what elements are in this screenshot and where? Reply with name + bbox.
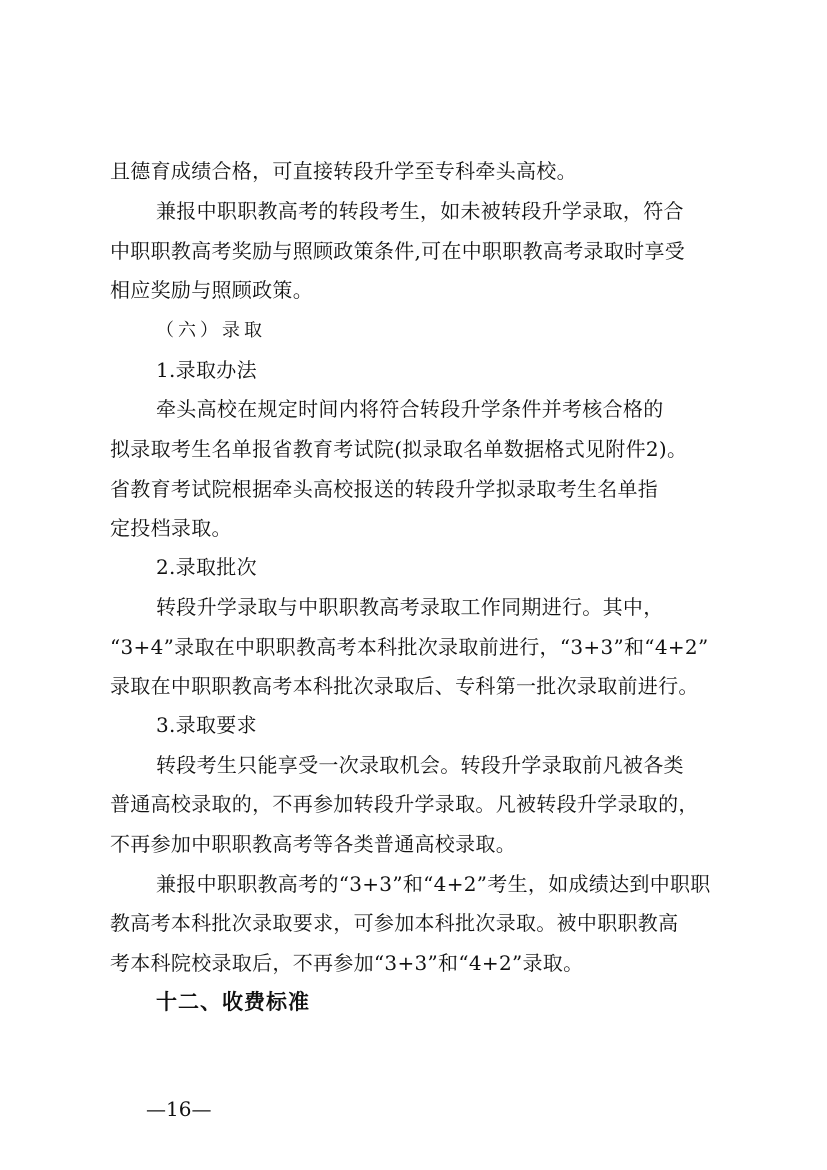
- paragraph-line: 兼报中职职教高考的“3+3”和“4+2”考生，如成绩达到中职职: [156, 872, 711, 896]
- subsection-heading: 3.录取要求: [156, 713, 257, 737]
- paragraph-line: 考本科院校录取后，不再参加“3+3”和“4+2”录取。: [110, 951, 584, 975]
- paragraph-line: 教高考本科批次录取要求，可参加本科批次录取。被中职职教高: [110, 911, 679, 935]
- paragraph-line: 中职职教高考奖励与照顾政策条件,可在中职职教高考录取时享受: [110, 239, 686, 263]
- paragraph-line: 省教育考试院根据牵头高校报送的转段升学拟录取考生名单指: [110, 477, 659, 501]
- paragraph-line: 普通高校录取的，不再参加转段升学录取。凡被转段升学录取的，: [110, 792, 699, 816]
- section-heading: （六）录取: [156, 320, 266, 341]
- page-number: —16—: [146, 1097, 212, 1121]
- paragraph-line: 牵头高校在规定时间内将符合转段升学条件并考核合格的: [156, 397, 664, 421]
- subsection-heading: 2.录取批次: [156, 555, 257, 579]
- paragraph-line: 拟录取考生名单报省教育考试院(拟录取名单数据格式见附件2)。: [110, 437, 688, 461]
- paragraph-line: 转段升学录取与中职职教高考录取工作同期进行。其中，: [156, 595, 664, 619]
- paragraph-line: 转段考生只能享受一次录取机会。转段升学录取前凡被各类: [156, 753, 684, 777]
- paragraph-line: 且德育成绩合格，可直接转段升学至专科牵头高校。: [110, 159, 577, 183]
- paragraph-line: 定投档录取。: [110, 516, 232, 540]
- subsection-heading: 1.录取办法: [156, 358, 257, 382]
- paragraph-line: “3+4”录取在中职职教高考本科批次录取前进行，“3+3”和“4+2”: [110, 635, 709, 659]
- paragraph-line: 录取在中职职教高考本科批次录取后、专科第一批次录取前进行。: [110, 674, 699, 698]
- paragraph-line: 兼报中职职教高考的转段考生，如未被转段升学录取，符合: [156, 199, 684, 223]
- paragraph-line: 相应奖励与照顾政策。: [110, 278, 313, 302]
- paragraph-line: 不再参加中职职教高考等各类普通高校录取。: [110, 832, 516, 856]
- chapter-heading: 十二、收费标准: [156, 989, 310, 1014]
